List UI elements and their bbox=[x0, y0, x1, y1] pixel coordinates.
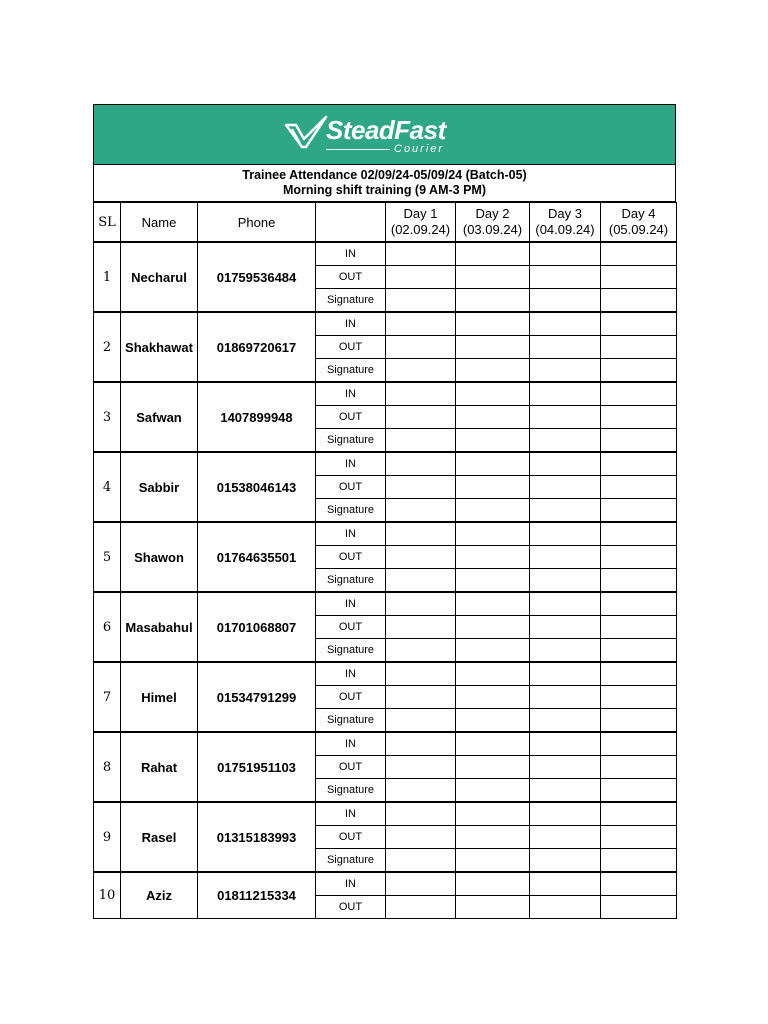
attendance-cell[interactable] bbox=[530, 709, 601, 733]
table-row bbox=[94, 732, 677, 756]
header-day-3 bbox=[530, 203, 601, 243]
attendance-cell[interactable] bbox=[601, 849, 677, 873]
trainee-name: Rahat bbox=[121, 732, 198, 802]
brand-subtitle: Courier bbox=[394, 143, 445, 155]
attendance-cell[interactable] bbox=[601, 826, 677, 849]
row-type-label: IN bbox=[316, 592, 386, 616]
header-row bbox=[94, 203, 677, 243]
row-type-label: OUT bbox=[316, 756, 386, 779]
attendance-cell[interactable] bbox=[601, 686, 677, 709]
attendance-cell[interactable] bbox=[530, 686, 601, 709]
row-type-label: Signature bbox=[316, 289, 386, 313]
trainee-sl: 10 bbox=[94, 872, 121, 919]
trainee-sl: 1 bbox=[94, 242, 121, 312]
attendance-cell[interactable] bbox=[530, 406, 601, 429]
header-day-4 bbox=[601, 203, 677, 243]
attendance-cell[interactable] bbox=[530, 242, 601, 266]
attendance-cell[interactable] bbox=[601, 756, 677, 779]
attendance-cell[interactable] bbox=[530, 266, 601, 289]
attendance-cell[interactable] bbox=[530, 476, 601, 499]
attendance-cell[interactable] bbox=[530, 592, 601, 616]
title-line-2: Morning shift training (9 AM-3 PM) bbox=[283, 183, 486, 197]
attendance-cell[interactable] bbox=[530, 452, 601, 476]
attendance-cell[interactable] bbox=[601, 709, 677, 733]
row-type-label: IN bbox=[316, 732, 386, 756]
attendance-cell[interactable] bbox=[386, 266, 456, 289]
day-date: (02.09.24) bbox=[390, 222, 451, 237]
attendance-cell[interactable] bbox=[601, 266, 677, 289]
attendance-cell[interactable] bbox=[601, 336, 677, 359]
sheet-title bbox=[93, 164, 676, 202]
trainee-phone: 01534791299 bbox=[198, 662, 316, 732]
trainee-phone: 01869720617 bbox=[198, 312, 316, 382]
attendance-cell[interactable] bbox=[386, 616, 456, 639]
brand-underline bbox=[326, 149, 390, 150]
trainee-phone: 01764635501 bbox=[198, 522, 316, 592]
attendance-cell[interactable] bbox=[601, 662, 677, 686]
row-type-label: Signature bbox=[316, 359, 386, 383]
trainee-phone: 01811215334 bbox=[198, 872, 316, 919]
attendance-cell[interactable] bbox=[386, 802, 456, 826]
brand-name: SteadFast bbox=[326, 115, 446, 145]
row-type-label: Signature bbox=[316, 639, 386, 663]
attendance-cell[interactable] bbox=[386, 359, 456, 383]
header-name: Name bbox=[121, 203, 198, 243]
attendance-cell[interactable] bbox=[386, 709, 456, 733]
attendance-cell[interactable] bbox=[530, 289, 601, 313]
attendance-cell[interactable] bbox=[530, 639, 601, 663]
row-type-label: IN bbox=[316, 242, 386, 266]
attendance-cell[interactable] bbox=[456, 756, 530, 779]
trainee-phone: 01315183993 bbox=[198, 802, 316, 872]
attendance-cell[interactable] bbox=[456, 242, 530, 266]
check-plane-logo-icon bbox=[284, 115, 328, 151]
attendance-cell[interactable] bbox=[601, 802, 677, 826]
row-type-label: IN bbox=[316, 452, 386, 476]
attendance-cell[interactable] bbox=[456, 266, 530, 289]
attendance-cell[interactable] bbox=[386, 686, 456, 709]
attendance-cell[interactable] bbox=[456, 359, 530, 383]
attendance-cell[interactable] bbox=[530, 499, 601, 523]
trainee-name: Shakhawat bbox=[121, 312, 198, 382]
row-type-label: Signature bbox=[316, 709, 386, 733]
attendance-cell[interactable] bbox=[601, 872, 677, 896]
row-type-label: IN bbox=[316, 382, 386, 406]
attendance-cell[interactable] bbox=[601, 452, 677, 476]
attendance-cell[interactable] bbox=[530, 359, 601, 383]
attendance-cell[interactable] bbox=[530, 336, 601, 359]
header-sl: SL bbox=[94, 203, 121, 243]
attendance-cell[interactable] bbox=[601, 289, 677, 313]
attendance-cell[interactable] bbox=[601, 546, 677, 569]
attendance-cell[interactable] bbox=[386, 336, 456, 359]
attendance-cell[interactable] bbox=[601, 639, 677, 663]
attendance-cell[interactable] bbox=[386, 592, 456, 616]
row-type-label: Signature bbox=[316, 849, 386, 873]
attendance-cell[interactable] bbox=[601, 569, 677, 593]
table-row bbox=[94, 312, 677, 336]
trainee-sl: 6 bbox=[94, 592, 121, 662]
row-type-label: OUT bbox=[316, 476, 386, 499]
attendance-cell[interactable] bbox=[530, 312, 601, 336]
day-label: Day 2 bbox=[475, 206, 510, 221]
attendance-cell[interactable] bbox=[386, 242, 456, 266]
trainee-sl: 3 bbox=[94, 382, 121, 452]
trainee-phone: 1407899948 bbox=[198, 382, 316, 452]
header-day-2 bbox=[456, 203, 530, 243]
attendance-cell[interactable] bbox=[530, 569, 601, 593]
attendance-cell[interactable] bbox=[386, 662, 456, 686]
row-type-label: OUT bbox=[316, 406, 386, 429]
attendance-cell[interactable] bbox=[456, 499, 530, 523]
table-row bbox=[94, 522, 677, 546]
attendance-cell[interactable] bbox=[386, 546, 456, 569]
attendance-cell[interactable] bbox=[601, 732, 677, 756]
attendance-cell[interactable] bbox=[386, 779, 456, 803]
day-date: (05.09.24) bbox=[608, 222, 669, 237]
day-date: (03.09.24) bbox=[462, 222, 523, 237]
row-type-label: IN bbox=[316, 522, 386, 546]
attendance-cell[interactable] bbox=[386, 499, 456, 523]
attendance-cell[interactable] bbox=[456, 289, 530, 313]
brand-banner bbox=[93, 104, 676, 164]
attendance-cell[interactable] bbox=[530, 382, 601, 406]
title-line-1: Trainee Attendance 02/09/24-05/09/24 (Batch-05) bbox=[242, 168, 527, 182]
trainee-phone: 01538046143 bbox=[198, 452, 316, 522]
attendance-cell[interactable] bbox=[386, 826, 456, 849]
attendance-cell[interactable] bbox=[601, 406, 677, 429]
attendance-cell[interactable] bbox=[530, 616, 601, 639]
attendance-cell[interactable] bbox=[456, 802, 530, 826]
table-row bbox=[94, 872, 677, 896]
attendance-cell[interactable] bbox=[530, 872, 601, 896]
attendance-table bbox=[93, 202, 677, 919]
attendance-cell[interactable] bbox=[386, 872, 456, 896]
trainee-sl: 9 bbox=[94, 802, 121, 872]
attendance-cell[interactable] bbox=[456, 709, 530, 733]
brand-logo bbox=[284, 111, 484, 159]
day-label: Day 1 bbox=[403, 206, 438, 221]
attendance-cell[interactable] bbox=[601, 896, 677, 919]
row-type-label: OUT bbox=[316, 266, 386, 289]
trainee-sl: 4 bbox=[94, 452, 121, 522]
attendance-cell[interactable] bbox=[386, 452, 456, 476]
attendance-cell[interactable] bbox=[386, 312, 456, 336]
attendance-cell[interactable] bbox=[456, 896, 530, 919]
attendance-sheet bbox=[93, 104, 676, 919]
attendance-cell[interactable] bbox=[530, 522, 601, 546]
row-type-label: OUT bbox=[316, 826, 386, 849]
attendance-cell[interactable] bbox=[386, 429, 456, 453]
day-label: Day 4 bbox=[621, 206, 656, 221]
attendance-cell[interactable] bbox=[601, 779, 677, 803]
attendance-cell[interactable] bbox=[456, 569, 530, 593]
attendance-cell[interactable] bbox=[456, 382, 530, 406]
attendance-cell[interactable] bbox=[456, 406, 530, 429]
day-label: Day 3 bbox=[548, 206, 582, 221]
row-type-label: OUT bbox=[316, 896, 386, 919]
attendance-cell[interactable] bbox=[456, 616, 530, 639]
attendance-cell[interactable] bbox=[530, 429, 601, 453]
table-row bbox=[94, 802, 677, 826]
attendance-cell[interactable] bbox=[456, 662, 530, 686]
attendance-cell[interactable] bbox=[530, 732, 601, 756]
row-type-label: OUT bbox=[316, 546, 386, 569]
attendance-cell[interactable] bbox=[456, 522, 530, 546]
row-type-label: OUT bbox=[316, 616, 386, 639]
attendance-body bbox=[94, 242, 677, 919]
attendance-cell[interactable] bbox=[456, 476, 530, 499]
attendance-cell[interactable] bbox=[386, 476, 456, 499]
trainee-sl: 8 bbox=[94, 732, 121, 802]
trainee-sl: 2 bbox=[94, 312, 121, 382]
attendance-cell[interactable] bbox=[601, 312, 677, 336]
table-row bbox=[94, 242, 677, 266]
table-row bbox=[94, 662, 677, 686]
attendance-cell[interactable] bbox=[601, 522, 677, 546]
table-row bbox=[94, 592, 677, 616]
attendance-cell[interactable] bbox=[530, 779, 601, 803]
attendance-cell[interactable] bbox=[456, 452, 530, 476]
attendance-cell[interactable] bbox=[530, 546, 601, 569]
row-type-label: Signature bbox=[316, 429, 386, 453]
row-type-label: Signature bbox=[316, 499, 386, 523]
trainee-name: Rasel bbox=[121, 802, 198, 872]
attendance-cell[interactable] bbox=[456, 429, 530, 453]
row-type-label: IN bbox=[316, 802, 386, 826]
attendance-cell[interactable] bbox=[530, 896, 601, 919]
attendance-cell[interactable] bbox=[386, 732, 456, 756]
row-type-label: IN bbox=[316, 872, 386, 896]
attendance-cell[interactable] bbox=[456, 849, 530, 873]
table-row bbox=[94, 382, 677, 406]
attendance-cell[interactable] bbox=[601, 499, 677, 523]
attendance-cell[interactable] bbox=[386, 896, 456, 919]
attendance-cell[interactable] bbox=[456, 686, 530, 709]
attendance-cell[interactable] bbox=[386, 756, 456, 779]
attendance-cell[interactable] bbox=[386, 639, 456, 663]
trainee-phone: 01701068807 bbox=[198, 592, 316, 662]
header-phone: Phone bbox=[198, 203, 316, 243]
attendance-cell[interactable] bbox=[601, 616, 677, 639]
attendance-cell[interactable] bbox=[601, 382, 677, 406]
attendance-cell[interactable] bbox=[456, 336, 530, 359]
header-blank bbox=[316, 203, 386, 243]
attendance-cell[interactable] bbox=[601, 476, 677, 499]
trainee-name: Safwan bbox=[121, 382, 198, 452]
header-day-1 bbox=[386, 203, 456, 243]
attendance-cell[interactable] bbox=[530, 662, 601, 686]
trainee-sl: 7 bbox=[94, 662, 121, 732]
attendance-cell[interactable] bbox=[601, 242, 677, 266]
attendance-cell[interactable] bbox=[456, 592, 530, 616]
attendance-cell[interactable] bbox=[386, 522, 456, 546]
attendance-cell[interactable] bbox=[386, 406, 456, 429]
attendance-cell[interactable] bbox=[456, 779, 530, 803]
attendance-cell[interactable] bbox=[530, 826, 601, 849]
trainee-phone: 01759536484 bbox=[198, 242, 316, 312]
attendance-cell[interactable] bbox=[456, 872, 530, 896]
trainee-name: Masabahul bbox=[121, 592, 198, 662]
attendance-cell[interactable] bbox=[530, 756, 601, 779]
table-row bbox=[94, 452, 677, 476]
trainee-name: Shawon bbox=[121, 522, 198, 592]
attendance-cell[interactable] bbox=[456, 732, 530, 756]
attendance-cell[interactable] bbox=[456, 826, 530, 849]
attendance-cell[interactable] bbox=[601, 592, 677, 616]
trainee-name: Necharul bbox=[121, 242, 198, 312]
trainee-name: Himel bbox=[121, 662, 198, 732]
attendance-cell[interactable] bbox=[601, 429, 677, 453]
attendance-cell[interactable] bbox=[456, 546, 530, 569]
row-type-label: Signature bbox=[316, 779, 386, 803]
attendance-cell[interactable] bbox=[530, 849, 601, 873]
trainee-phone: 01751951103 bbox=[198, 732, 316, 802]
attendance-cell[interactable] bbox=[386, 569, 456, 593]
row-type-label: Signature bbox=[316, 569, 386, 593]
attendance-cell[interactable] bbox=[456, 312, 530, 336]
row-type-label: IN bbox=[316, 312, 386, 336]
attendance-cell[interactable] bbox=[601, 359, 677, 383]
row-type-label: OUT bbox=[316, 686, 386, 709]
trainee-name: Sabbir bbox=[121, 452, 198, 522]
attendance-cell[interactable] bbox=[386, 289, 456, 313]
attendance-cell[interactable] bbox=[456, 639, 530, 663]
attendance-cell[interactable] bbox=[386, 382, 456, 406]
attendance-cell[interactable] bbox=[386, 849, 456, 873]
row-type-label: OUT bbox=[316, 336, 386, 359]
trainee-name: Aziz bbox=[121, 872, 198, 919]
row-type-label: IN bbox=[316, 662, 386, 686]
attendance-cell[interactable] bbox=[530, 802, 601, 826]
day-date: (04.09.24) bbox=[535, 222, 595, 237]
trainee-sl: 5 bbox=[94, 522, 121, 592]
